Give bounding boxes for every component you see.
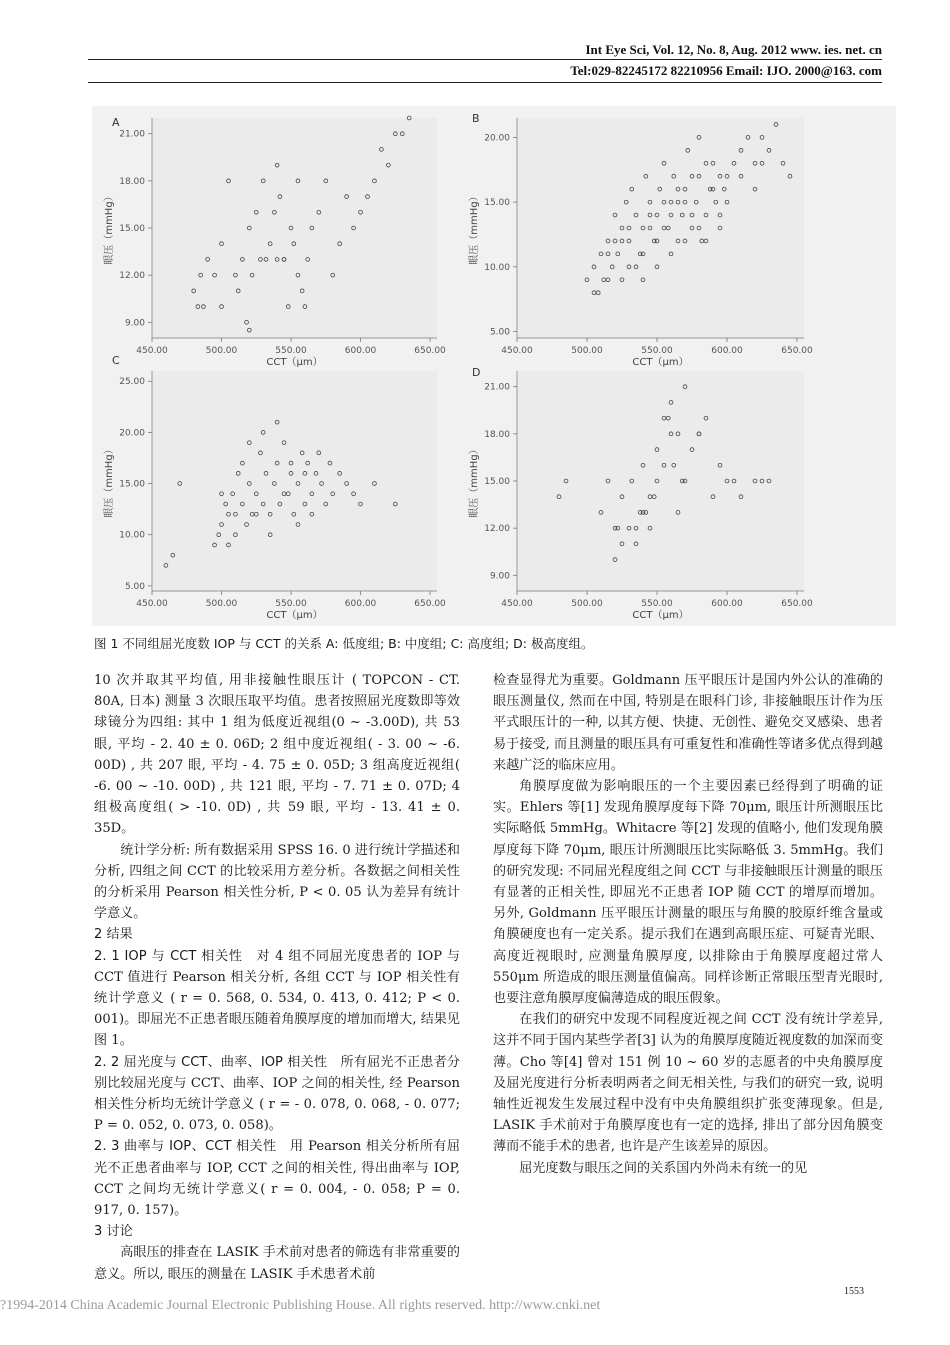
x-axis-label: CCT（μm）: [632, 357, 689, 368]
header-rule-top: [88, 59, 882, 60]
x-tick-label: 450.00: [501, 599, 533, 609]
right-column: [493, 670, 883, 1179]
x-axis-label: CCT（μm）: [266, 610, 323, 621]
y-tick-label: 5.00: [489, 327, 510, 338]
cnki-footer: ?1994-2014 China Academic Journal Electronic Publishing House. All rights reserved. http://www.cnki.net: [0, 1298, 601, 1313]
paragraph: 高眼压的排查在 LASIK 手术前对患者的筛选有非常重要的意义。所以, 眼压的测量在 LASIK 手术患者术前: [94, 1245, 460, 1282]
y-axis-label: 眼压（mmHg）: [469, 444, 480, 518]
journal-header-line1: Int Eye Sci, Vol. 12, No. 8, Aug. 2012 www. ies. net. cn: [585, 42, 882, 57]
y-tick-label: 18.00: [484, 429, 510, 440]
paragraph: [94, 1136, 460, 1221]
panel-label: B: [472, 112, 480, 125]
paragraph: 屈光度数与眼压之间的关系国内外尚未有统一的见: [519, 1160, 808, 1176]
y-tick-label: 21.00: [484, 382, 510, 393]
y-tick-label: 10.00: [119, 530, 145, 541]
x-tick-label: 450.00: [501, 346, 533, 356]
y-tick-label: 21.00: [119, 129, 145, 140]
y-tick-label: 9.00: [124, 318, 145, 329]
y-tick-label: 20.00: [119, 428, 145, 439]
plot-area: [152, 371, 437, 591]
subsection-heading: 2. 1 IOP 与 CCT 相关性: [94, 948, 243, 964]
y-tick-label: 9.00: [489, 571, 510, 582]
section-heading: 3 讨论: [94, 1224, 133, 1240]
paragraph: 统计学分析: 所有数据采用 SPSS 16. 0 进行统计学描述和分析, 四组之间 CCT 的比较采用方差分析。各数据之间相关性的分析采用 Pearson 相关性分析, P < 0. 05 认为差异有统计学意义。: [94, 842, 460, 922]
paragraph: [94, 1052, 460, 1137]
x-tick-label: 650.00: [781, 599, 813, 609]
x-tick-label: 650.00: [781, 346, 813, 356]
paragraph: 在我们的研究中发现不同程度近视之间 CCT 没有统计学差异, 这并不同于国内某些学者[3] 认为的角膜厚度随近视度数的加深而变薄。Cho 等[4] 曾对 151 例 10 ~ 60 岁的志愿者的中央角膜厚度及屈光度进行分析表明两者之间无相关性, 与我们的研究一致, 说明轴性近视发生发展过程中没有中央角膜组织扩张变薄现象。但是, LASIK 手术前对于角膜厚度也有一定的选择, 排出了部分因角膜变薄而不能手术的患者, 也许是产生该差异的原因。: [493, 1012, 883, 1155]
scatter-plots: [92, 106, 896, 626]
y-tick-label: 20.00: [484, 133, 510, 144]
y-tick-label: 12.00: [119, 271, 145, 282]
panel-label: D: [472, 366, 481, 379]
plot-area: [517, 371, 804, 591]
x-tick-label: 550.00: [641, 599, 673, 609]
figure-caption: 图 1 不同组屈光度数 IOP 与 CCT 的关系 A: 低度组; B: 中度组; C: 高度组; D: 极高度组。: [94, 636, 594, 651]
y-tick-label: 18.00: [119, 176, 145, 187]
x-tick-label: 550.00: [275, 599, 307, 609]
paragraph: [94, 946, 460, 1052]
y-tick-label: 10.00: [484, 262, 510, 273]
x-tick-label: 550.00: [641, 346, 673, 356]
x-tick-label: 500.00: [571, 599, 603, 609]
x-tick-label: 500.00: [205, 346, 238, 356]
paragraph: 角膜厚度做为影响眼压的一个主要因素已经得到了明确的证实。Ehlers 等[1] 发现角膜厚度每下降 70μm, 眼压计所测眼压比实际略低 5mmHg。Whitacre 等[2] 发现的值略小, 他们发现角膜厚度每下降 70μm, 眼压计所测眼压比实际略低 3. 5mmHg。我们的研究发现: 不同屈光程度组之间 CCT 与非接触眼压计测量的眼压有显著的正相关性, 即屈光不正患者 IOP 随 CCT 的增厚而增加。另外, Goldmann 压平眼压计测量的眼压与角膜的胶原纤维含量或角膜硬度也有一定关系。提示我们在遇到高眼压症、可疑青光眼、高度近视眼时, 应测量角膜厚度, 以排除由于角膜厚度超过常人 550μm 所造成的眼压测量值偏高。同样诊断正常眼压型青光眼时, 也要注意角膜厚度偏薄造成的眼压假象。: [493, 779, 883, 1007]
x-tick-label: 500.00: [571, 346, 603, 356]
paragraph-text: 对 4 组不同屈光度患者的 IOP 与 CCT 值进行 Pearson 相关分析, 各组 CCT 与 IOP 相关性有统计学意义 ( r = 0. 568, 0. 534, 0. 413, 0. 412; P < 0. 001)。即屈光不正患者眼压随着角膜厚度的增加而增大, 结果见图 1。: [94, 948, 461, 1049]
paragraph: 检查显得尤为重要。Goldmann 压平眼压计是国内外公认的准确的眼压测量仪, 然而在中国, 特别是在眼科门诊, 非接触眼压计作为压平式眼压计的一种, 以其方便、快捷、无创性、避免交叉感染、患者易于接受, 而且测量的眼压具有可重复性和准确性等诸多优点得到越来越广泛的临床应用。: [493, 673, 883, 773]
header-rule-bottom: [88, 82, 882, 83]
x-tick-label: 650.00: [414, 599, 446, 609]
y-axis-label: 眼压（mmHg）: [469, 191, 480, 265]
y-tick-label: 12.00: [484, 524, 510, 535]
subsection-heading: 2. 3 曲率与 IOP、CCT 相关性: [94, 1139, 277, 1155]
panel-label: A: [112, 116, 120, 129]
x-tick-label: 600.00: [711, 599, 743, 609]
left-column: [94, 670, 460, 1285]
x-axis-label: CCT（μm）: [632, 610, 689, 621]
x-tick-label: 450.00: [136, 346, 168, 356]
y-tick-label: 15.00: [484, 198, 510, 209]
x-tick-label: 550.00: [275, 346, 307, 356]
y-tick-label: 15.00: [119, 479, 145, 490]
subsection-heading: 2. 2 屈光度与 CCT、曲率、IOP 相关性: [94, 1054, 328, 1070]
x-tick-label: 600.00: [344, 599, 377, 609]
y-tick-label: 15.00: [119, 224, 145, 234]
y-tick-label: 5.00: [124, 581, 145, 592]
paragraph-text: 所有屈光不正患者分别比较屈光度与 CCT、曲率、IOP 之间的相关性, 经 Pearson 相关性分析均无统计学意义 ( r = - 0. 078, 0. 068, - 0. 077; P = 0. 052, 0. 073, 0. 058)。: [94, 1054, 461, 1134]
section-heading: 2 结果: [94, 927, 133, 943]
plot-area: [517, 118, 804, 338]
journal-header-line2: Tel:029-82245172 82210956 Email: IJO. 2000@163. com: [570, 63, 882, 78]
plot-area: [152, 118, 437, 338]
x-tick-label: 600.00: [711, 346, 743, 356]
figure-1: [92, 106, 896, 626]
x-tick-label: 500.00: [205, 599, 238, 609]
paragraph: 10 次并取其平均值, 用非接触性眼压计 ( TOPCON - CT. 80A, 日本) 测量 3 次眼压取平均值。患者按照屈光度数即等效球镜分为四组: 其中 1 组为低度近视组(0 ~ -3.00D), 共 53 眼, 平均 - 2. 40 ± 0. 06D; 2 组中度近视组( - 3. 00 ~ -6. 00D) , 共 207 眼, 平均 - 4. 75 ± 0. 05D; 3 组高度近视组( -6. 00 ~ -10. 00D) , 共 121 眼, 平均 - 7. 71 ± 0. 07D; 4 组极高度组( > -10. 0D) , 共 59 眼, 平均 - 13. 41 ± 0. 35D。: [94, 673, 460, 837]
x-axis-label: CCT（μm）: [266, 357, 323, 368]
x-tick-label: 650.00: [414, 346, 446, 356]
page-number: 1553: [844, 1286, 864, 1297]
y-tick-label: 25.00: [119, 377, 145, 388]
y-axis-label: 眼压（mmHg）: [104, 191, 115, 265]
x-tick-label: 600.00: [344, 346, 377, 356]
panel-label: C: [112, 354, 120, 367]
y-tick-label: 15.00: [484, 477, 510, 487]
paragraph-text: 用 Pearson 相关分析所有屈光不正患者曲率与 IOP, CCT 之间的相关性, 得出曲率与 IOP, CCT 之间均无统计学意义( r = 0. 004, - 0. 058; P = 0. 917, 0. 157)。: [94, 1139, 460, 1219]
y-axis-label: 眼压（mmHg）: [104, 444, 115, 518]
x-tick-label: 450.00: [136, 599, 168, 609]
